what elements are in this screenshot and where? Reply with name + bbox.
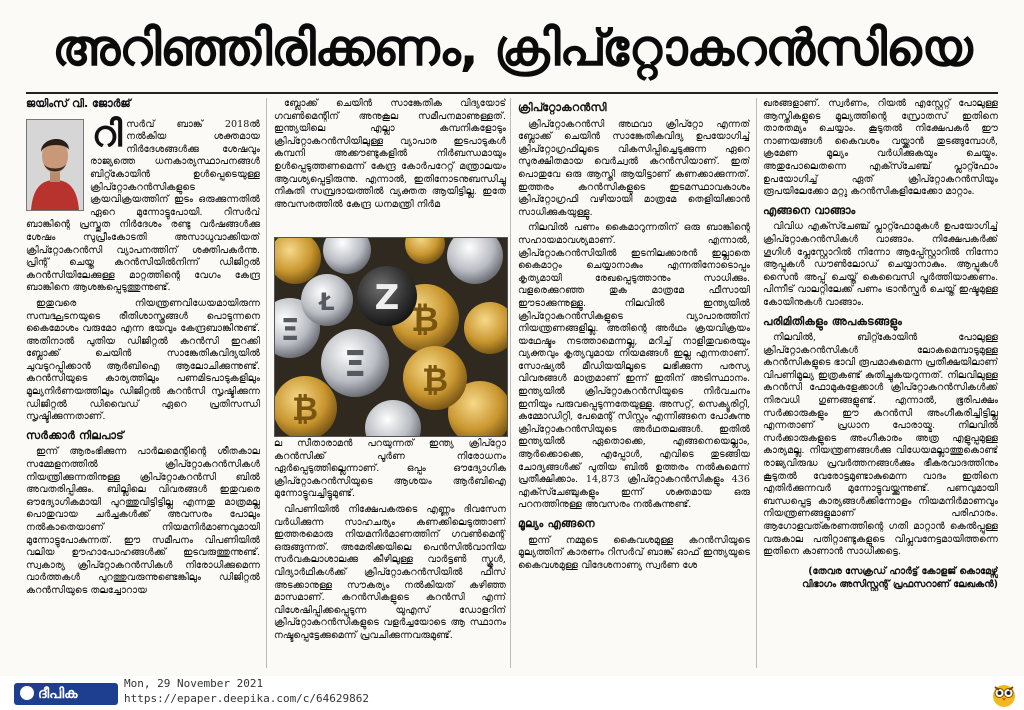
column-2-bottom: [274, 438, 506, 666]
section-heading-crypto: ക്രിപ്റ്റോകറൻസി: [518, 101, 607, 114]
col2-paragraph-3: വിപണിയിൽ നിക്ഷേപകരുടെ എണ്ണം ദിവസേന വർധിക്കുന്ന സാഹചര്യം കണക്കിലെടുത്താണ് ഇത്തരമൊരു നിയമനിർമാണത്തിന് ഗവൺമെന്റ് ഒരുങ്ങുന്നത്. അമേരിക്കയിലെ പെൻസിൽവാനിയ സർവകലാശാലക്കു കീഴിലുള്ള വാർട്ടൺ സ്കൂൾ, വിദ്യാർഥികൾക്ക് ക്രിപ്റ്റോകറൻസിയിൽ ഫീസ് അടക്കാനുള്ള സൗകര്യം നൽകിയത് കഴിഞ്ഞ മാസമാണ്. കറൻസികളുടെ കറൻസി എന്ന് വിശേഷിപ്പിക്കപ്പെടുന്ന യുഎസ് ഡോളറിന് ക്രിപ്റ്റോകറൻസികളുടെ വളർച്ചയോടെ ആ സ്ഥാനം നഷ്ടപ്പെട്ടേക്കുമെന്ന് പ്രവചിക്കുന്നവരുമുണ്ട്.: [274, 503, 506, 641]
coin-label: Ł: [319, 288, 335, 316]
column-1: [26, 98, 260, 666]
col3-paragraph-3: ഇന്ന് നമ്മുടെ കൈവശമുള്ള കറൻസിയുടെ മൂല്യത്തിന് കാരണം റിസർവ് ബാങ്ക് ഓഫ് ഇന്ത്യയുടെ കൈവശമുള്ള വിദേശനാണ്യ സ്വർണ ശേ: [518, 534, 750, 571]
coin-label: ₿: [421, 361, 449, 399]
author-credit: [763, 565, 998, 591]
section-heading-risks: പരിമിതികളും അപകടങ്ങളും: [763, 314, 903, 328]
coin-label: ₿: [411, 300, 439, 340]
col2-paragraph-1: ബ്ലോക്ക് ചെയിൻ സാങ്കേതിക വിദ്യയോട് ഗവൺമെന്റിന് അനുകൂല സമീപനമാണുള്ളത്. ഇന്ത്യയിലെ എല്ലാ കമ്പനികളോടും ക്രിപ്റ്റോകറൻസിയിലുള്ള വ്യാപാര ഇടപാടുകൾ കമ്പനി അക്കൗണ്ടുകളിൽ നിർബന്ധമായും ഉൾപ്പെടുത്തണമെന്ന് കേന്ദ്ര കോർപറേറ്റ് മന്ത്രാലയം ആവശ്യപ്പെട്ടിരുന്നു. എന്നാൽ, ഇതിനോടനുബന്ധിച്ചു നികുതി സമ്പ്രദായത്തിൽ വ്യക്തത ആയിട്ടില്ല. ഇതേ അവസരത്തിൽ കേന്ദ്ര ധനമന്ത്രി നിർമ: [274, 98, 506, 210]
headline-rule: [26, 92, 998, 94]
author-credit-line-1: (തേവര സേക്രഡ് ഹാർട്ട് കോളജ് കൊമേഴ്സ്: [808, 565, 998, 577]
dropcap: റി: [92, 112, 123, 155]
col3-paragraph-1: ക്രിപ്റ്റോകറൻസി അഥവാ ക്രിപ്റ്റോ എന്നത് ബ്ലോക്ക് ചെയിൻ സാങ്കേതികവിദ്യ ഉപയോഗിച്ച് ക്രിപ്റ്റോഗ്രഫിലൂടെ വികസിപ്പിച്ചെടുക്കുന്ന ഏറെ സുരക്ഷിതമായ വെർച്വൽ കറൻസിയാണ്. ഇത് പൊതുവേ ഒരു ആസ്തി ആയിട്ടാണ് കണക്കാക്കുന്നത്. ഇത്തരം കറൻസികളുടെ ഇടമസ്ഥാവകാശം ക്രിപ്റ്റോഗ്രഫി വഴിയായി മാത്രമേ തെളിയിക്കാൻ സാധിക്കുകയുള്ളൂ.: [518, 118, 750, 218]
col1-intro: സർവ് ബാങ്ക് 2018ൽ നൽകിയ ശക്തമായ നിർദേശങ്ങൾക്കു ശേഷവും രാജ്യത്തെ ധനകാര്യസ്ഥാപനങ്ങൾ ബിറ്റ്കോയിൻ ഉൾപ്പെടെയുള്ള ക്രിപ്റ്റോകറൻസികളുടെ ക്രയവിക്രയത്തിന് ഇടം ഒരുക്കുന്നതിൽ ഏറെ മുന്നോട്ടുപോയി. റിസർവ് ബാങ്കിന്റെ പ്രസ്തുത നിർദേശം രണ്ടു വർഷങ്ങൾക്കു ശേഷം സുപ്രീംകോടതി അസാധുവാക്കിയത് ക്രിപ്റ്റോകറൻസി വ്യാപനത്തിന് ശക്തിപകർന്നു. പ്രിന്റ് ചെയ്ത കറൻസിയിൽനിന്ന് ഡിജിറ്റൽ കറൻസിയിലേക്കുള്ള മാറ്റത്തിന്റെ വേഗം കേന്ദ്ര ബാങ്കിനെ ആശങ്കപ്പെടുത്തുന്നുണ്ട്.: [26, 118, 260, 294]
headline: അറിഞ്ഞിരിക്കണം, ക്രിപ്റ്റോകറൻസിയെ: [52, 19, 972, 77]
col4-paragraph-2: വിവിധ എക്സ്ചേഞ്ച് പ്ലാറ്റ്ഫോമുകൾ ഉപയോഗിച്ച് ക്രിപ്റ്റോകറൻസികൾ വാങ്ങാം. നിക്ഷേപകർക്ക് ഗൂഗിൾ പ്ലേസ്റ്റോറിൽ നിന്നോ ആപ്പ്സ്റ്റോറിൽ നിന്നോ ആപ്പുകൾ ഡൗൺലോഡ് ചെയ്യാനാകും. ആപ്പുകൾ സൈൻ അപ്പ് ചെയ്ത് കെവൈസി പൂർത്തിയാക്കണം. പിന്നീട് വാലറ്റിലേക്ക് പണം ട്രാൻസ്ഫർ ചെയ്ത് ഇഷ്ടമുള്ള കോയിനുകൾ വാങ്ങാം.: [763, 221, 998, 308]
section-heading-how-to-buy: എങ്ങനെ വാങ്ങാം: [763, 203, 856, 217]
column-4: [763, 98, 998, 668]
deepika-logo[interactable]: [14, 683, 118, 705]
col4-paragraph-1: ഖരങ്ങളാണ്. സ്വർണം, റിയൽ എസ്റ്റേറ്റ് പോലുള്ള ആസ്തികളുടെ മൂല്യത്തിന്റെ സ്രോതസ് ഇതിനെ താരതമ്യം ചെയ്യാം. കൂടുതൽ നിക്ഷേപകർ ഈ നാണയങ്ങൾ കൈവശം വയ്ക്കാൻ തുടങ്ങുമ്പോൾ, ക്രമേണ മൂല്യം വർധിക്കുകയും ചെയ്യും. അതുപോലെതന്നെ എക്സ്ചേഞ്ച് പ്ലാറ്റ്ഫോം ഉപയോഗിച്ച് ഏത് ക്രിപ്റ്റോകറൻസിയും രൂപയിലേക്കോ മറ്റു കറൻസികളിലേക്കോ മാറ്റാം.: [763, 98, 998, 198]
column-divider: [266, 98, 267, 668]
col1-paragraph-3: ഇന്ന് ആരംഭിക്കുന്ന പാർലമെന്റിന്റെ ശീതകാല സമ്മേളനത്തിൽ ക്രിപ്റ്റോകറൻസികൾ നിയന്ത്രിക്കുന്നതിനുള്ള ക്രിപ്റ്റോകറൻസി ബിൽ അവതരിപ്പിക്കും. ബില്ലിലെ വിവരങ്ങൾ ഇതുവരെ ഔദ്യോഗികമായി പുറത്തുവിട്ടിട്ടില്ല എന്നതു മാത്രമല്ല പൊതുവായ ചർച്ചകൾക്ക് അവസരം പോലും നൽകാതെയാണ് നിയമനിർമാണവുമായി മുന്നോട്ടുപോകുന്നത്. ഈ സമീപനം വിപണിയിൽ വലിയ ഊഹാപോഹങ്ങൾക്ക് ഇടവരുത്തുന്നുണ്ട്. സ്വകാര്യ ക്രിപ്റ്റോകറൻസികൾ നിരോധിക്കുമെന്ന വാർത്തകൾ പുറത്തുവരുന്നുണ്ടെങ്കിലും ഡിജിറ്റൽ കറൻസിയുടെ തലച്ചോറായ: [26, 446, 260, 596]
section-heading-value: മൂല്യം എങ്ങനെ: [518, 517, 595, 530]
byline: ജയിംസ് വി. ജോർജ്: [26, 98, 131, 110]
coins-illustration: [275, 238, 507, 436]
logo-mark-icon: [20, 686, 34, 700]
coin-label: Z: [374, 278, 400, 318]
coin-label: Ξ: [280, 313, 300, 348]
coin-label: Ξ: [343, 344, 367, 385]
logo-text: ദീപിക: [38, 686, 78, 702]
col3-paragraph-2: നിലവിൽ പണം കൈമാറുന്നതിന് ഒരു ബാങ്കിന്റെ സഹായമാവശ്യമാണ്. എന്നാൽ, ക്രിപ്റ്റോകറൻസിയിൽ ഇടനിലക്കാരൻ ഇല്ലാതെ കൈമാറ്റം ചെയ്യാനാകും എന്നതിനോടൊപ്പം കൃത്യമായി രേഖപ്പെടുത്താനും സാധിക്കും. വളരെക്കുറഞ്ഞ തുക മാത്രമേ ഫീസായി ഈടാക്കുന്നുള്ളൂ. നിലവിൽ ഇന്ത്യയിൽ ക്രിപ്റ്റോകറൻസികളുടെ വ്യാപാരത്തിന് നിയന്ത്രണങ്ങളില്ല. അതിന്റെ അർഥം ക്രയവിക്രയം യഥേഷ്ടം നടത്താമെന്നല്ല, മറിച്ച് നാളിതുവരെയും വ്യക്തവും കൃത്യവുമായ നിയമങ്ങൾ ഇല്ല എന്നതാണ്. സോഷ്യൽ മീഡിയയിലൂടെ ലഭിക്കുന്ന പരസ്യ വിവരങ്ങൾ മാത്രമാണ് ഇന്ന് ഇതിന് അടിസ്ഥാനം. ഇന്ത്യയിൽ ക്രിപ്റ്റോകറൻസിയുടെ നിർവചനം ഇനിയും പരുവപ്പെടുന്നതേയുള്ളു. അസറ്റ്, സെക്യൂരിറ്റി, കമ്മോഡിറ്റി, പേമെന്റ് സിസ്റ്റം എന്നിങ്ങനെ പോകുന്നു ക്രിപ്റ്റോകറൻസിയുടെ അർഥതലങ്ങൾ. ഇതിൽ ഇന്ത്യയിൽ ഏതൊക്കെ, എങ്ങനെയെല്ലാം, ആർക്കൊക്കെ, എപ്പോൾ, എവിടെ തുടങ്ങിയ ചോദ്യങ്ങൾക്ക് പുതിയ ബിൽ ഉത്തരം നൽകുമെന്ന് പ്രതീക്ഷിക്കാം. 14,873 ക്രിപ്റ്റോകറൻസികളും 436 എക്സ്ചേഞ്ചുകളും ഇന്ന് ശക്തമായ ഒരു പറനത്തിനുള്ള അവസരം നൽകുന്നുണ്ട്.: [518, 222, 750, 511]
coin-label: ₿: [291, 390, 319, 428]
crypto-coins-photo: [274, 237, 508, 437]
column-divider: [510, 98, 511, 668]
owl-mascot-icon: [990, 680, 1018, 708]
edition-date: Mon, 29 November 2021: [124, 677, 264, 690]
column-3: [518, 96, 750, 666]
epaper-url[interactable]: https://epaper.deepika.com/c/64629862: [124, 692, 370, 705]
col2-paragraph-2: ല സീതാരാമൻ പറയുന്നത് ഇന്ത്യ ക്രിപ്റ്റോ കറൻസിക്ക് പൂർണ നിരോധനം ഏർപ്പെടുത്തില്ലെന്നാണ്. ഒപ്പം ഔദ്യോഗിക ക്രിപ്റ്റോകറൻസിയുടെ ആശയം ആർബിഐ മുന്നോട്ടുവച്ചിട്ടുമുണ്ട്.: [274, 438, 506, 500]
author-credit-line-2: വിഭാഗം അസിസ്റ്റന്റ് പ്രഫസറാണ് ലേഖകൻ): [802, 578, 998, 590]
author-photo: [26, 119, 84, 211]
column-2-top: [274, 98, 506, 234]
column-divider: [756, 98, 757, 668]
col1-paragraph-2: ഇതുവരെ നിയന്ത്രണവിധേയമായിരുന്ന സമ്പദ്ഘടനയുടെ രീതിശാസ്ത്രങ്ങൾ പൊടുന്നനെ കൈമോശം വരുമോ എന്ന ഭയവും കേന്ദ്രബാങ്കിനുണ്ട്. അതിനാൽ പുതിയ ഡിജിറ്റൽ കറൻസി ഇറക്കി ബ്ലോക്ക് ചെയിൻ സാങ്കേതികവിദ്യയിൽ ചുവടുറപ്പിക്കാൻ ആർബിഐ ആലോചിക്കുന്നുണ്ട്. കറൻസിയുടെ കാര്യത്തിലും പണമിടപാടുകളിലും മൂല്യനിർണയത്തിലും ഡിജിറ്റൽ കറൻസി സൃഷ്ടിക്കുന്ന ഡിജിറ്റൽ ഡിവൈഡ് ഏറെ പ്രതിസന്ധി സൃഷ്ടിക്കുന്നതാണ്.: [26, 297, 260, 423]
author-portrait-icon: [27, 120, 83, 210]
col4-paragraph-3: നിലവിൽ, ബിറ്റ്കോയിൻ പോലുള്ള ക്രിപ്റ്റോകറൻസികൾ ലോകമെമ്പാടുമുള്ള കറൻസികളുടെ ഭാവി രൂപമാകുമെന്ന പ്രതീക്ഷയിലാണ് വിപണിമൂല്യ ഇത്രകണ്ട് കുതിച്ചുകയറുന്നത്. നിലവിലുള്ള കറൻസി ഫോമുകളേക്കാൾ ക്രിപ്റ്റോകറൻസികൾക്ക് നിരവധി ഗുണങ്ങളുണ്ട്. എന്നാൽ, ഭൂരിപക്ഷം സർക്കാരുകളും ഈ കറൻസി അംഗീകരിച്ചിട്ടില്ല എന്നതാണ് പ്രധാന പോരായ്മ. നിലവിൽ സർക്കാരുകളുടെ അംഗീകാരം അത്ര എളുപ്പമുള്ള കാര്യമല്ല. നിയന്ത്രണങ്ങൾക്കു വിധേയമല്ലാത്തുകൊണ്ട് രാജ്യവിരുദ്ധ പ്രവർത്തനങ്ങൾക്കും ഭീകരവാദത്തിനും കൂടുതൽ വേരോട്ടമുണ്ടാകുമെന്ന വാദം ഇതിനെ എതിർക്കുന്നവർ മുന്നോട്ടുവയ്ക്കുന്നുണ്ട്. പണവുമായി ബന്ധപ്പെട്ട കാര്യങ്ങൾക്കിന്നോളം നിയമനിർമാണവും നിയന്ത്രണങ്ങളുമാണ് പരിഹാരം. ആഗോളവത്കരണത്തിന്റെ ഗതി മാറ്റാൻ കെൽപ്പുള്ള വരുകാല പതിറ്റാണ്ടുകളുടെ വിപ്ലവനേട്ടമായിത്തന്നെ ഇതിനെ കാണാൻ സാധിക്കട്ടെ.: [763, 332, 998, 558]
section-heading-sarkar: സർക്കാർ നിലപാട്: [26, 428, 124, 442]
